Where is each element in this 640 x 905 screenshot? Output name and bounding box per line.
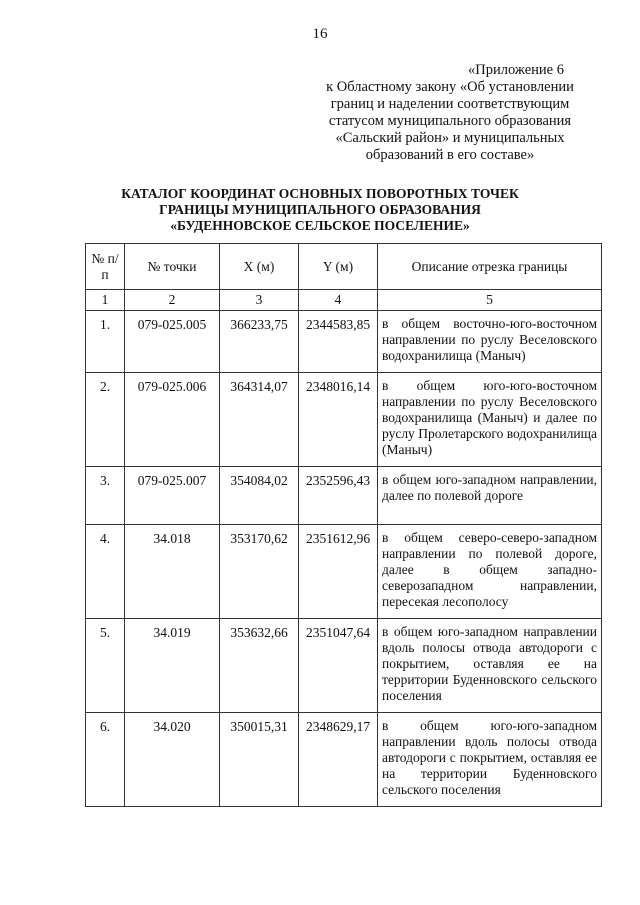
row-number: 6. — [86, 713, 125, 807]
header-cell-x: X (м) — [220, 244, 299, 290]
table-header-row — [86, 244, 602, 290]
segment-description: в общем северо-северо-западном направлении по полевой дороге, далее в общем западно-северозападном направлении, пересекая лесополосу — [378, 525, 602, 619]
header-cell-y: Y (м) — [299, 244, 378, 290]
column-index: 1 — [86, 290, 125, 311]
y-coordinate: 2348016,14 — [299, 373, 378, 467]
title-line: КАТАЛОГ КООРДИНАТ ОСНОВНЫХ ПОВОРОТНЫХ ТОЧЕК — [121, 186, 519, 201]
row-number: 5. — [86, 619, 125, 713]
table-row — [86, 619, 602, 713]
table-row — [86, 311, 602, 373]
x-coordinate: 364314,07 — [220, 373, 299, 467]
table-row — [86, 373, 602, 467]
segment-description: в общем юго-юго-западном направлении вдоль полосы отвода автодороги с покрытием, оставляя ее на территории Буденновского сельского поселения — [378, 713, 602, 807]
header-cell-point: № точки — [125, 244, 220, 290]
y-coordinate: 2344583,85 — [299, 311, 378, 373]
x-coordinate: 354084,02 — [220, 467, 299, 525]
appendix-line: статусом муниципального образования — [328, 113, 572, 129]
point-id: 34.019 — [125, 619, 220, 713]
y-coordinate: 2352596,43 — [299, 467, 378, 525]
column-index: 5 — [378, 290, 602, 311]
point-id: 079-025.007 — [125, 467, 220, 525]
segment-description: в общем восточно-юго-восточном направлении по руслу Веселовского водохранилища (Маныч) — [378, 311, 602, 373]
y-coordinate: 2351612,96 — [299, 525, 378, 619]
appendix-line: «Приложение 6 — [468, 62, 564, 78]
document-title — [60, 186, 580, 234]
table-row — [86, 467, 602, 525]
appendix-line: «Сальский район» и муниципальных — [335, 130, 565, 146]
x-coordinate: 350015,31 — [220, 713, 299, 807]
coordinates-table — [85, 243, 602, 807]
column-index-row — [86, 290, 602, 311]
point-id: 34.020 — [125, 713, 220, 807]
table-row — [86, 525, 602, 619]
x-coordinate: 353632,66 — [220, 619, 299, 713]
header-cell-number: № п/п — [86, 244, 125, 290]
row-number: 2. — [86, 373, 125, 467]
segment-description: в общем юго-западном направлении вдоль полосы отвода автодороги с покрытием, оставляя ее на территории Буденновского сельского поселения — [378, 619, 602, 713]
table-row — [86, 713, 602, 807]
point-id: 34.018 — [125, 525, 220, 619]
y-coordinate: 2348629,17 — [299, 713, 378, 807]
title-line: «БУДЕННОВСКОЕ СЕЛЬСКОЕ ПОСЕЛЕНИЕ» — [170, 218, 470, 233]
point-id: 079-025.005 — [125, 311, 220, 373]
title-line: ГРАНИЦЫ МУНИЦИПАЛЬНОГО ОБРАЗОВАНИЯ — [159, 202, 481, 217]
appendix-line: к Областному закону «Об установлении — [326, 79, 574, 95]
row-number: 3. — [86, 467, 125, 525]
appendix-note — [300, 62, 600, 164]
segment-description: в общем юго-юго-восточном направлении по руслу Веселовского водохранилища (Маныч) и далее по руслу Пролетарского водохранилища (Маныч) — [378, 373, 602, 467]
page-number: 16 — [312, 26, 328, 42]
row-number: 4. — [86, 525, 125, 619]
appendix-line: образований в его составе» — [365, 147, 535, 163]
x-coordinate: 366233,75 — [220, 311, 299, 373]
y-coordinate: 2351047,64 — [299, 619, 378, 713]
point-id: 079-025.006 — [125, 373, 220, 467]
column-index: 4 — [299, 290, 378, 311]
segment-description: в общем юго-западном направлении, далее по полевой дороге — [378, 467, 602, 525]
appendix-line: границ и наделении соответствующим — [330, 96, 570, 112]
column-index: 2 — [125, 290, 220, 311]
x-coordinate: 353170,62 — [220, 525, 299, 619]
header-cell-description: Описание отрезка границы — [378, 244, 602, 290]
row-number: 1. — [86, 311, 125, 373]
column-index: 3 — [220, 290, 299, 311]
